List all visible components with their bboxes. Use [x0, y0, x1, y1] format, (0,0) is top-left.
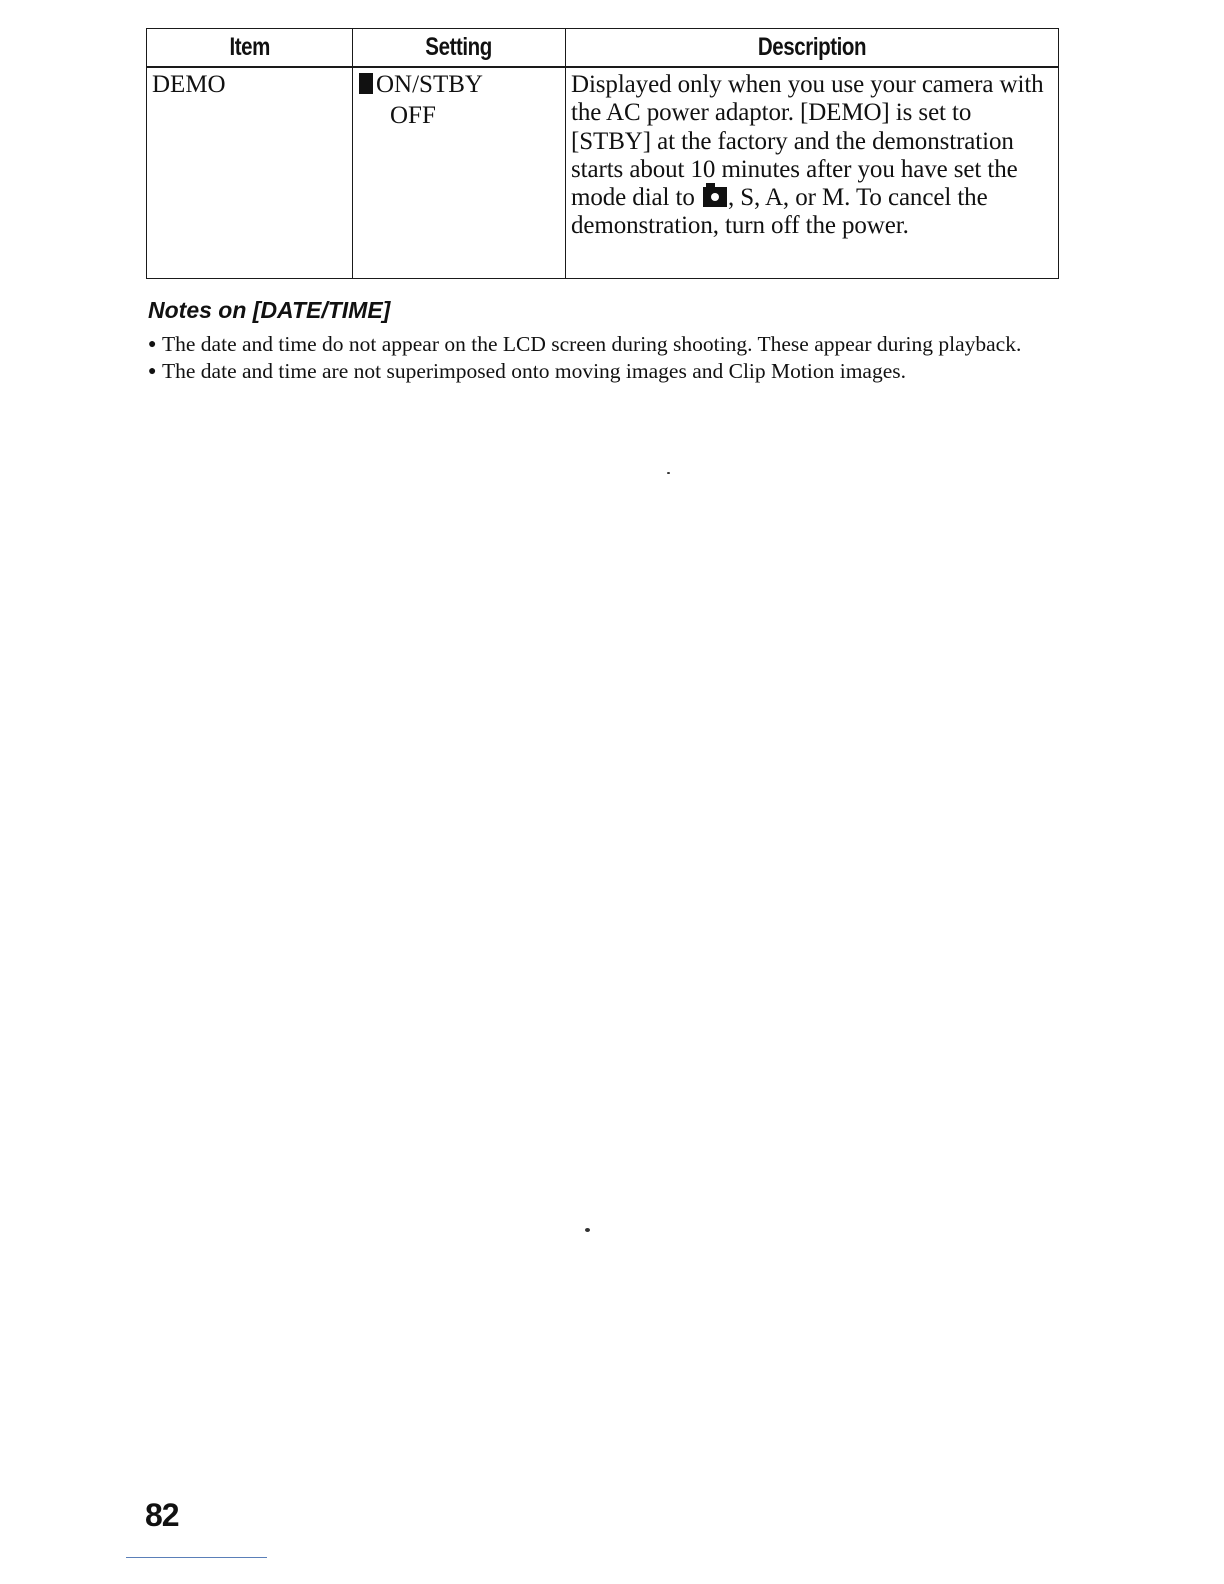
setting-option — [359, 102, 561, 130]
note-text: The date and time do not appear on the LCD screen during shooting. These appear during playback. — [162, 332, 1022, 356]
description-text — [571, 71, 1044, 239]
setting-option-default — [359, 71, 561, 99]
list-item — [148, 331, 1028, 358]
settings-table — [146, 28, 1059, 279]
note-text: The date and time are not superimposed onto moving images and Clip Motion images. — [162, 359, 906, 383]
item-cell — [147, 67, 353, 279]
notes-heading: Notes on [DATE/TIME] — [148, 297, 391, 323]
bullet-icon: ● — [148, 364, 157, 379]
notes-list — [148, 331, 1028, 385]
header-description: Description — [566, 29, 1059, 68]
camera-icon — [703, 187, 727, 207]
table-row — [147, 67, 1059, 279]
setting-option-label: OFF — [390, 102, 436, 130]
header-item: Item — [147, 29, 353, 68]
item-name: DEMO — [152, 71, 226, 98]
header-setting: Setting — [353, 29, 566, 68]
list-item — [148, 358, 1028, 385]
table-header-row — [147, 29, 1059, 68]
setting-cell — [353, 67, 566, 279]
scan-speck — [667, 472, 670, 474]
setting-option-label: ON/STBY — [376, 71, 483, 98]
description-text-part: Displayed only when you use your camera with the AC power adaptor. [DEMO] is set to [STBY] at the factory and the demonstration starts about 10 minutes after you have set the mode dial to — [571, 71, 1044, 212]
description-cell — [566, 67, 1059, 279]
bullet-icon: ● — [148, 337, 157, 352]
page-rule — [126, 1557, 267, 1558]
description-text-part: , S, A, or M. To cancel the demonstration, turn off the power. — [571, 184, 988, 240]
default-setting-marker-icon — [359, 73, 373, 94]
page-number: 82 — [145, 1497, 179, 1533]
scan-speck — [585, 1228, 590, 1232]
